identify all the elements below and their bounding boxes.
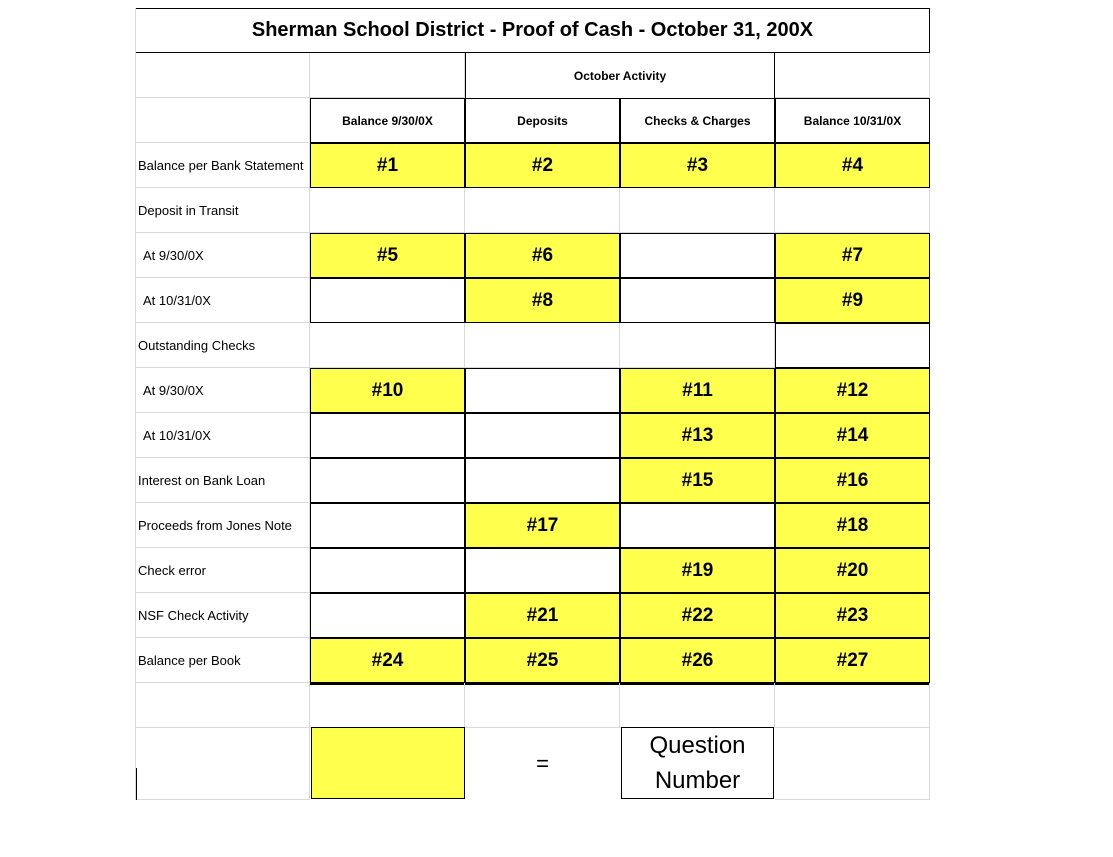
empty-cell <box>135 728 310 800</box>
answer-cell: #23 <box>775 593 930 638</box>
empty-cell <box>135 683 310 728</box>
empty-cell <box>465 458 620 503</box>
answer-cell: #3 <box>620 143 775 188</box>
legend-question-number: Question Number <box>621 727 774 799</box>
answer-cell: #16 <box>775 458 930 503</box>
empty-cell <box>620 683 775 728</box>
empty-cell <box>465 683 620 728</box>
row-label: Balance per Bank Statement <box>135 143 310 188</box>
answer-cell: #8 <box>465 278 620 323</box>
answer-cell: #22 <box>620 593 775 638</box>
answer-cell: #9 <box>775 278 930 323</box>
answer-cell: #1 <box>310 143 465 188</box>
row-label: Outstanding Checks <box>135 323 310 368</box>
empty-cell <box>310 548 465 593</box>
empty-cell <box>310 53 465 98</box>
column-header: Checks & Charges <box>620 98 775 143</box>
answer-cell: #26 <box>620 638 775 683</box>
group-header-october-activity: October Activity <box>465 53 775 98</box>
empty-cell <box>775 728 930 800</box>
empty-cell <box>775 188 930 233</box>
row-label: NSF Check Activity <box>135 593 310 638</box>
empty-cell <box>310 278 465 323</box>
column-header: Balance 9/30/0X <box>310 98 465 143</box>
empty-cell <box>620 278 775 323</box>
answer-cell: #13 <box>620 413 775 458</box>
empty-cell <box>775 53 930 98</box>
empty-cell <box>310 503 465 548</box>
empty-cell <box>775 683 930 728</box>
answer-cell: #14 <box>775 413 930 458</box>
row-label: Proceeds from Jones Note <box>135 503 310 548</box>
empty-cell <box>465 413 620 458</box>
legend-yellow-swatch <box>311 727 465 799</box>
row-label: At 10/31/0X <box>135 413 310 458</box>
empty-cell <box>775 323 930 368</box>
answer-cell: #4 <box>775 143 930 188</box>
answer-cell: #5 <box>310 233 465 278</box>
proof-of-cash-sheet <box>135 8 930 800</box>
answer-cell: #10 <box>310 368 465 413</box>
column-header: Balance 10/31/0X <box>775 98 930 143</box>
answer-cell: #27 <box>775 638 930 683</box>
row-label: At 9/30/0X <box>135 233 310 278</box>
answer-cell: #11 <box>620 368 775 413</box>
empty-cell <box>310 413 465 458</box>
sheet-title: Sherman School District - Proof of Cash - October 31, 200X <box>135 8 930 53</box>
empty-cell <box>310 323 465 368</box>
row-label: Check error <box>135 548 310 593</box>
answer-cell: #2 <box>465 143 620 188</box>
answer-cell: #17 <box>465 503 620 548</box>
row-label: Deposit in Transit <box>135 188 310 233</box>
empty-cell <box>620 503 775 548</box>
legend-equals: = <box>536 751 549 776</box>
answer-cell: #19 <box>620 548 775 593</box>
empty-cell <box>465 188 620 233</box>
empty-cell <box>620 233 775 278</box>
column-header: Deposits <box>465 98 620 143</box>
answer-cell: #18 <box>775 503 930 548</box>
answer-cell: #24 <box>310 638 465 683</box>
empty-cell <box>310 188 465 233</box>
empty-cell <box>465 323 620 368</box>
empty-cell <box>310 683 465 728</box>
row-label: At 10/31/0X <box>135 278 310 323</box>
empty-cell <box>465 548 620 593</box>
empty-cell <box>620 188 775 233</box>
row-label: Interest on Bank Loan <box>135 458 310 503</box>
empty-cell <box>135 53 310 98</box>
answer-cell: #6 <box>465 233 620 278</box>
empty-cell <box>620 323 775 368</box>
answer-cell: #25 <box>465 638 620 683</box>
empty-cell <box>310 593 465 638</box>
answer-cell: #7 <box>775 233 930 278</box>
answer-cell: #20 <box>775 548 930 593</box>
empty-cell <box>135 98 310 143</box>
empty-cell <box>310 458 465 503</box>
empty-cell <box>465 368 620 413</box>
answer-cell: #15 <box>620 458 775 503</box>
answer-cell: #21 <box>465 593 620 638</box>
row-label: At 9/30/0X <box>135 368 310 413</box>
sheet-left-border <box>135 8 136 800</box>
row-label: Balance per Book <box>135 638 310 683</box>
answer-cell: #12 <box>775 368 930 413</box>
